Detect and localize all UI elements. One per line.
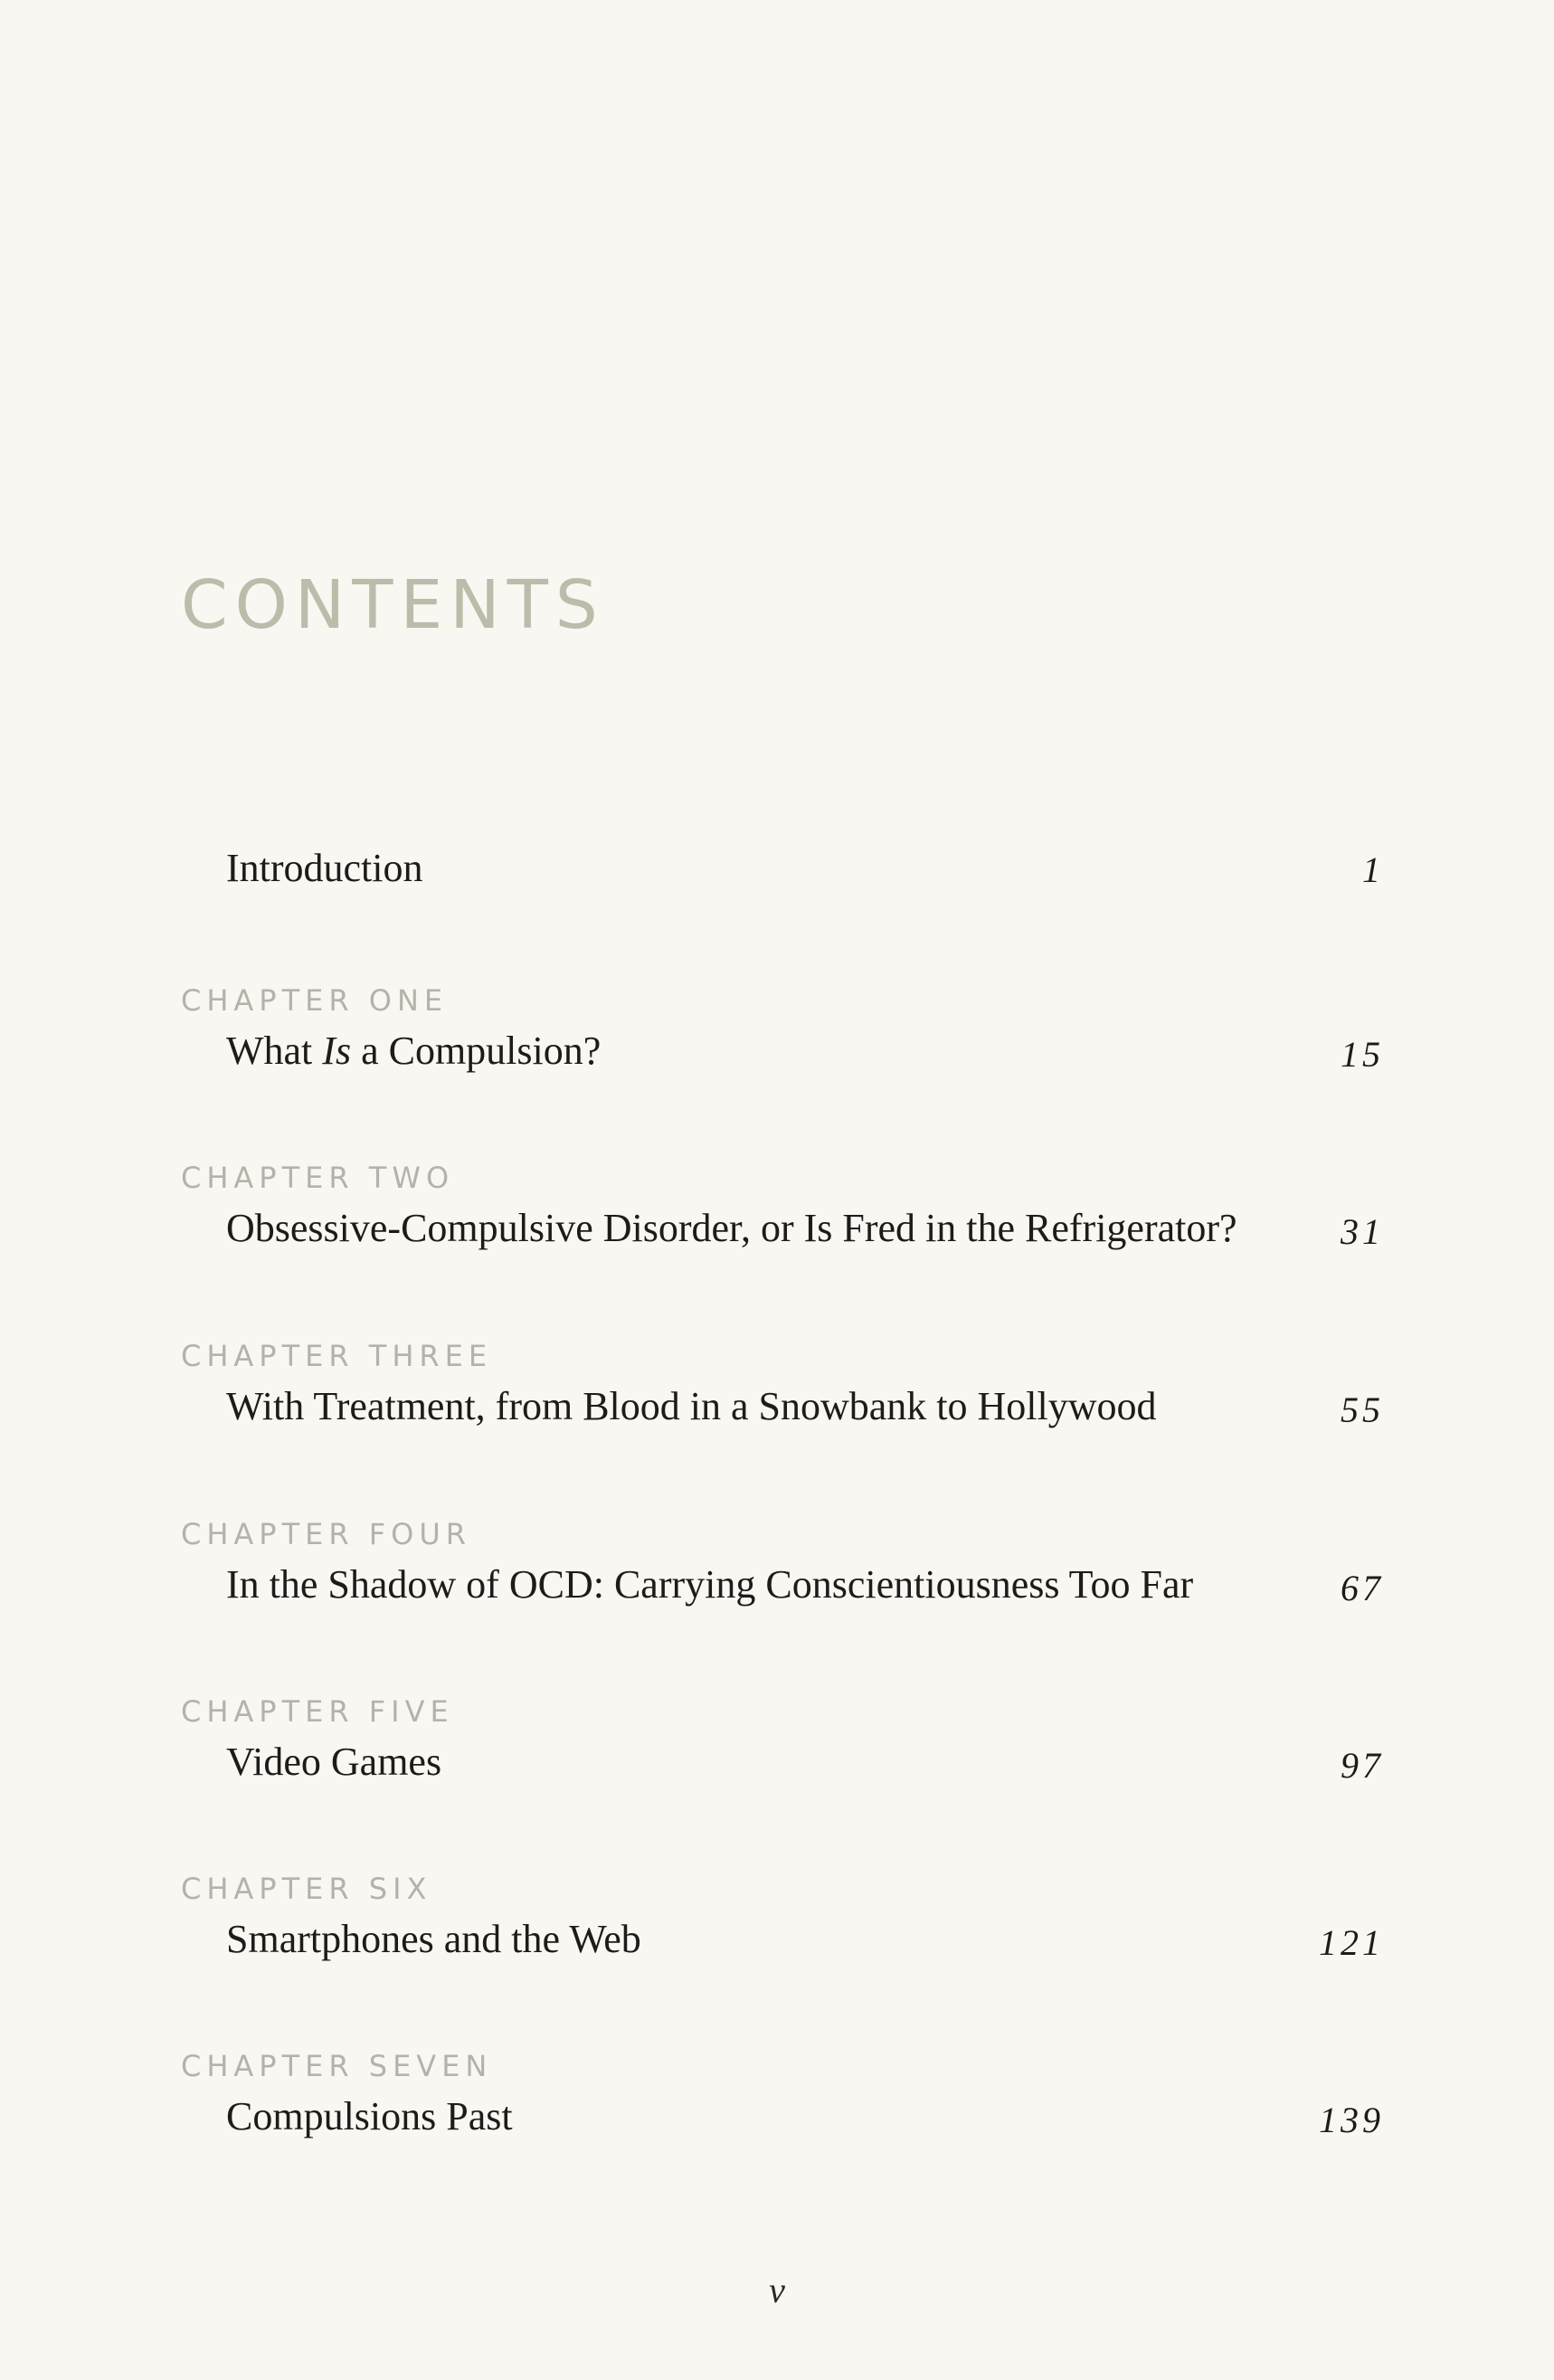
entry-title	[226, 1206, 1237, 1250]
entry-title-text: With Treatment, from Blood in a Snowbank to Hollywood	[226, 1384, 1157, 1428]
entry-title	[226, 1384, 1157, 1428]
entry-page-number: 67	[1341, 1568, 1384, 1608]
entry-page-number: 31	[1341, 1211, 1384, 1252]
chapter-label: CHAPTER FIVE	[181, 1694, 454, 1729]
chapter-label: CHAPTER SEVEN	[181, 2049, 493, 2083]
entry-title-text: Smartphones and the Web	[226, 1917, 641, 1961]
entry-title-text: Video Games	[226, 1740, 442, 1784]
entry-title	[226, 2094, 513, 2138]
entry-title-text: What	[226, 1029, 323, 1073]
entry-title-text: Obsessive-Compulsive Disorder, or Is Fred in the Refrigerator?	[226, 1206, 1237, 1250]
chapter-label: CHAPTER TWO	[181, 1161, 455, 1195]
entry-title	[226, 1742, 441, 1782]
entry-title-text: In the Shadow of OCD: Carrying Conscientiousness Too Far	[226, 1562, 1194, 1607]
entry-page-number: 15	[1341, 1034, 1384, 1075]
chapter-label: CHAPTER SIX	[181, 1872, 432, 1906]
entry-page-number: 1	[1362, 849, 1384, 890]
chapter-label: CHAPTER THREE	[181, 1339, 493, 1373]
entry-title-text: Introduction	[226, 846, 423, 890]
entry-page-number: 139	[1319, 2100, 1384, 2140]
entry-title-text: Compulsions Past	[226, 2094, 513, 2138]
entry-title-text-continued: a Compulsion?	[351, 1029, 602, 1073]
entry-title-emphasis: Is	[322, 1029, 352, 1073]
entry-page-number: 55	[1341, 1389, 1384, 1430]
chapter-label: CHAPTER FOUR	[181, 1517, 472, 1551]
entry-page-number: 97	[1341, 1745, 1384, 1786]
chapter-label: CHAPTER ONE	[181, 983, 449, 1018]
contents-heading: CONTENTS	[181, 566, 605, 644]
entry-title	[226, 1031, 601, 1071]
entry-title	[226, 846, 423, 890]
entry-title	[226, 1917, 641, 1961]
entry-page-number: 121	[1319, 1922, 1384, 1963]
entry-title	[226, 1562, 1194, 1607]
page-folio: v	[769, 2270, 785, 2310]
